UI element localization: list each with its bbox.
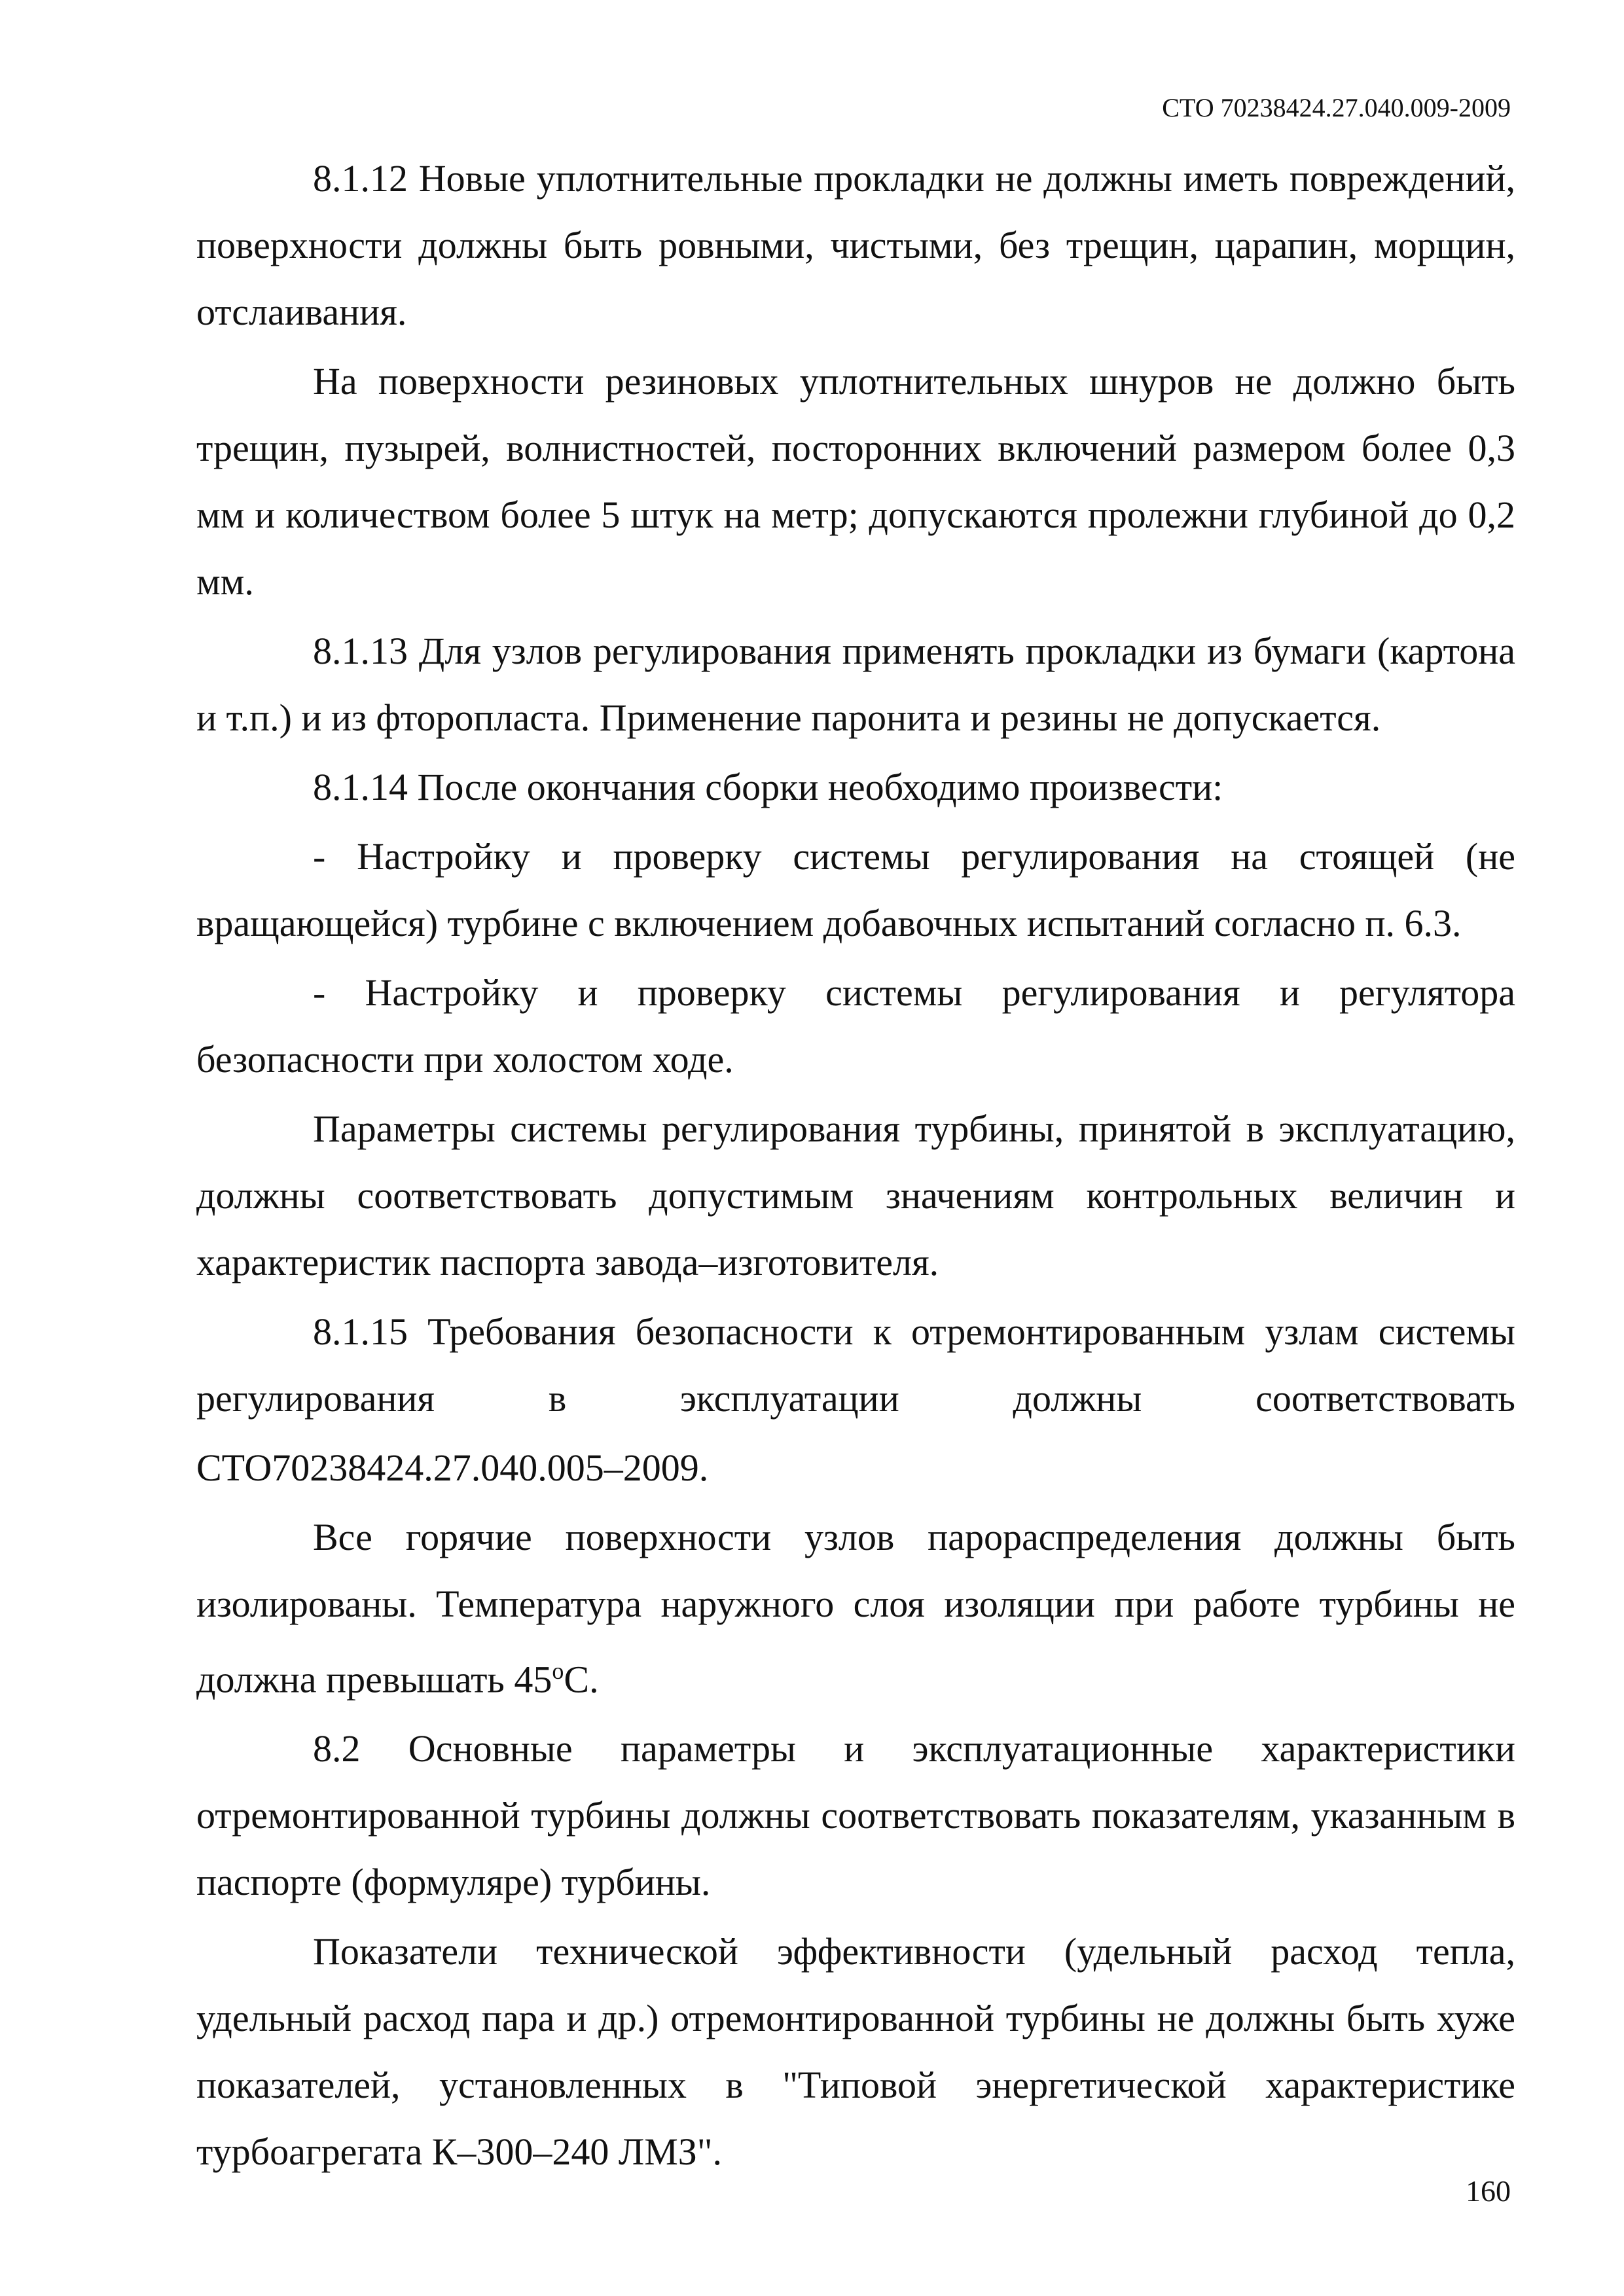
paragraph-hot-surfaces xyxy=(196,1504,1515,1713)
paragraph-8-1-12: 8.1.12 Новые уплотнительные прокладки не должны иметь повреждений, поверхности должны быть ровными, чистыми, без трещин, царапин, морщин, отслаивания. xyxy=(196,157,1515,333)
paragraph-8-1-14: 8.1.14 После окончания сборки необходимо произвести: xyxy=(313,766,1223,808)
list-item-stationary-turbine: - Настройку и проверку системы регулирования на стоящей (не вращающейся) турбине с включением добавочных испытаний согласно п. 6.3. xyxy=(196,835,1515,944)
paragraph-8-1-15-reference xyxy=(196,1435,1515,1501)
paragraph-8-1-13: 8.1.13 Для узлов регулирования применять прокладки из бумаги (картона и т.п.) и из фторопласта. Применение паронита и резины не допускается. xyxy=(196,630,1515,739)
document-code: СТО 70238424.27.040.009-2009 xyxy=(1162,93,1511,122)
celsius-unit: С. xyxy=(564,1658,599,1701)
standard-reference: СТО70238424.27.040.005–2009. xyxy=(196,1446,709,1489)
body-text xyxy=(196,145,1515,2188)
paragraph-efficiency-indicators: Показатели технической эффективности (удельный расход тепла, удельный расход пара и др.) отремонтированной турбины не должны быть хуже показателей, установленных в "Типовой энергетической характеристике турбоагрегата К–300–240 ЛМЗ". xyxy=(196,1930,1515,2174)
paragraph-8-1-15: 8.1.15 Требования безопасности к отремонтированным узлам системы регулирования в эксплуатации должны соответствовать xyxy=(196,1310,1515,1420)
list-item-idle-run: - Настройку и проверку системы регулирования и регулятора безопасности при холостом ходе. xyxy=(196,971,1515,1081)
degree-sign: o xyxy=(552,1658,564,1684)
paragraph-regulation-parameters: Параметры системы регулирования турбины, принятой в эксплуатацию, должны соответствовать допустимым значениям контрольных величин и характеристик паспорта завода–изготовителя. xyxy=(196,1107,1515,1283)
paragraph-rubber-cords: На поверхности резиновых уплотнительных шнуров не должно быть трещин, пузырей, волнистностей, посторонних включений размером более 0,3 мм и количеством более 5 штук на метр; допускаются пролежни глубиной до 0,2 мм. xyxy=(196,360,1515,603)
page-number: 160 xyxy=(1466,2174,1511,2208)
paragraph-8-2: 8.2 Основные параметры и эксплуатационные характеристики отремонтированной турбины должны соответствовать показателям, указанным в паспорте (формуляре) турбины. xyxy=(196,1727,1515,1904)
hot-surfaces-text: Все горячие поверхности узлов парораспределения должны быть изолированы. Температура наружного слоя изоляции при работе турбины не должна превышать 45 xyxy=(196,1516,1515,1701)
